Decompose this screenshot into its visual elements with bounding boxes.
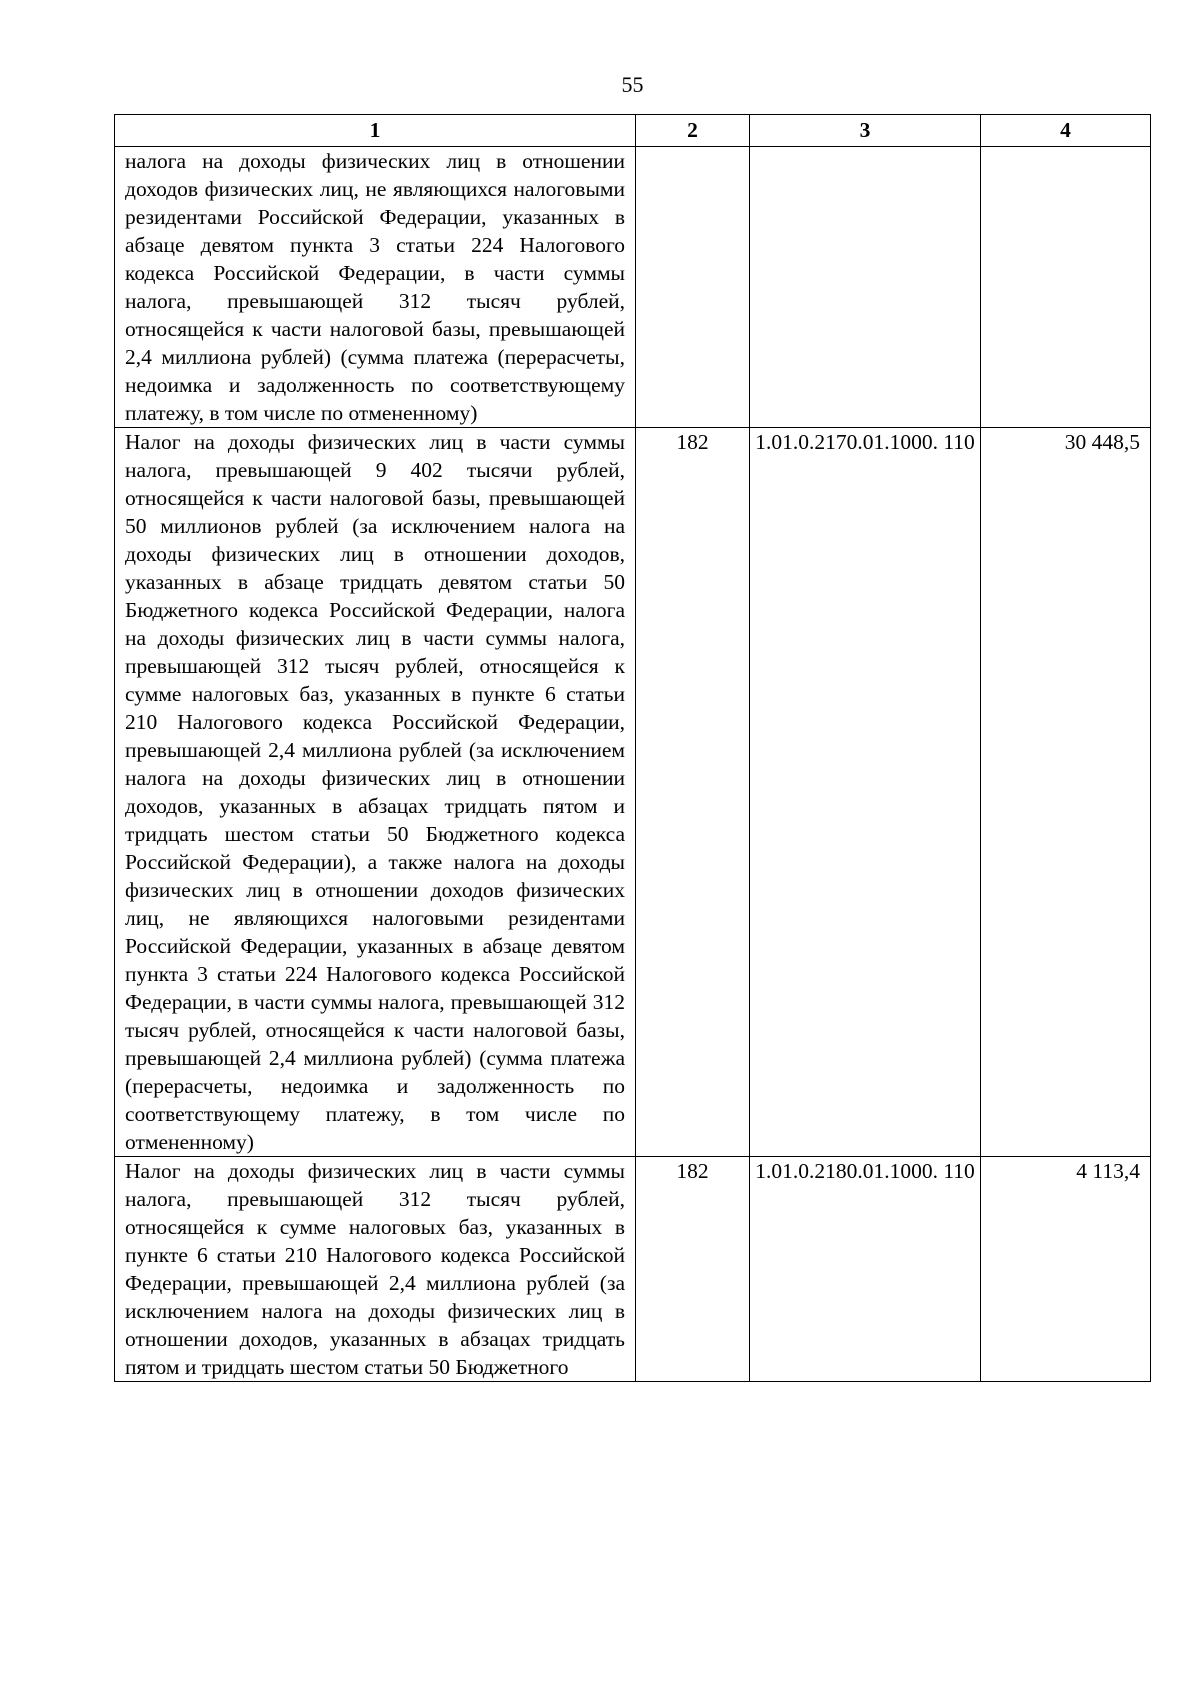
column-header-3: 3: [750, 115, 981, 147]
row-admin-code: 182: [636, 1157, 750, 1382]
row-classification-code: 1.01.0.2180.01.1000. 110: [750, 1157, 981, 1382]
table-row: [115, 428, 1151, 1157]
row-admin-code: 182: [636, 428, 750, 1157]
row-amount: 4 113,4: [981, 1157, 1151, 1382]
row-admin-code: [636, 147, 750, 428]
table-header-row: [115, 115, 1151, 147]
row-amount: 30 448,5: [981, 428, 1151, 1157]
page-number: 55: [621, 72, 644, 97]
column-header-1: 1: [115, 115, 636, 147]
budget-table: [114, 114, 1151, 1382]
table-row: [115, 147, 1151, 428]
row-classification-code: [750, 147, 981, 428]
table-row: [115, 1157, 1151, 1382]
row-description: Налог на доходы физических лиц в части суммы налога, превышающей 9 402 тысячи рублей, относящейся к части налоговой базы, превышающей 50 миллионов рублей (за исключением налога на доходы физических лиц в отношении доходов, указанных в абзаце тридцать девятом статьи 50 Бюджетного кодекса Российской Федерации, налога на доходы физических лиц в части суммы налога, превышающей 312 тысяч рублей, относящейся к сумме налоговых баз, указанных в пункте 6 статьи 210 Налогового кодекса Российской Федерации, превышающей 2,4 миллиона рублей (за исключением налога на доходы физических лиц в отношении доходов, указанных в абзацах тридцать пятом и тридцать шестом статьи 50 Бюджетного кодекса Российской Федерации), а также налога на доходы физических лиц в отношении доходов физических лиц, не являющихся налоговыми резидентами Российской Федерации, указанных в абзаце девятом пункта 3 статьи 224 Налогового кодекса Российской Федерации, в части суммы налога, превышающей 312 тысяч рублей, относящейся к части налоговой базы, превышающей 2,4 миллиона рублей) (сумма платежа (перерасчеты, недоимка и задолженность по соответствующему платежу, в том числе по отмененному): [115, 428, 636, 1157]
column-header-4: 4: [981, 115, 1151, 147]
row-description: налога на доходы физических лиц в отношении доходов физических лиц, не являющихся налоговыми резидентами Российской Федерации, указанных в абзаце девятом пункта 3 статьи 224 Налогового кодекса Российской Федерации, в части суммы налога, превышающей 312 тысяч рублей, относящейся к части налоговой базы, превышающей 2,4 миллиона рублей) (сумма платежа (перерасчеты, недоимка и задолженность по соответствующему платежу, в том числе по отмененному): [115, 147, 636, 428]
column-header-2: 2: [636, 115, 750, 147]
row-description: Налог на доходы физических лиц в части суммы налога, превышающей 312 тысяч рублей, относящейся к сумме налоговых баз, указанных в пункте 6 статьи 210 Налогового кодекса Российской Федерации, превышающей 2,4 миллиона рублей (за исключением налога на доходы физических лиц в отношении доходов, указанных в абзацах тридцать пятом и тридцать шестом статьи 50 Бюджетного: [115, 1157, 636, 1382]
row-amount: [981, 147, 1151, 428]
row-classification-code: 1.01.0.2170.01.1000. 110: [750, 428, 981, 1157]
